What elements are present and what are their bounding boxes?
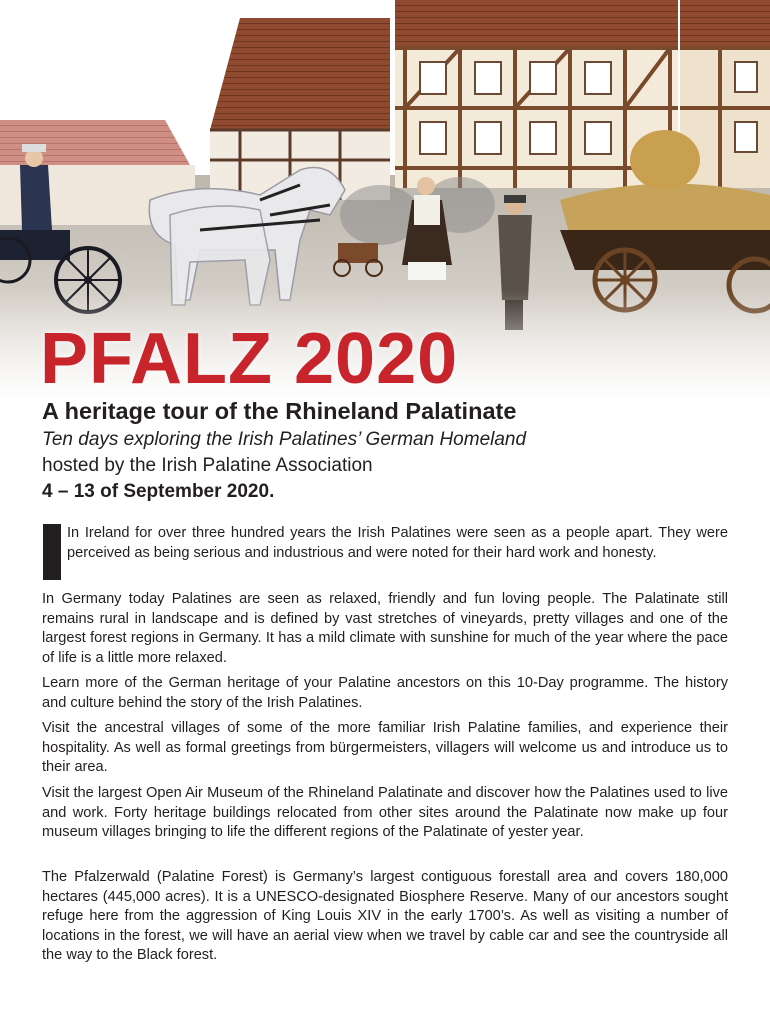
host-line: hosted by the Irish Palatine Association [42, 455, 373, 476]
tagline: Ten days exploring the Irish Palatines’ German Homeland [42, 429, 527, 450]
paragraph-4: Visit the ancestral villages of some of the more familiar Irish Palatine families, and experience their hospitality. As well as formal greetings from bürgermeisters, villagers will welcome us and introduce us to their area. [42, 720, 728, 775]
page-title: PFALZ 2020 [40, 319, 459, 399]
paragraph-3: Learn more of the German heritage of your Palatine ancestors on this 10-Day programme. The history and culture behind the story of the Irish Palatines. [42, 675, 728, 711]
paragraph-2: In Germany today Palatines are seen as relaxed, friendly and fun loving people. The Palatinate still remains rural in landscape and is defined by vast stretches of vineyards, pretty villages and one of the largest forest regions in Germany. It has a mild climate with sunshine for much of the year where the pace of life is a little more relaxed. [42, 591, 728, 666]
subtitle: A heritage tour of the Rhineland Palatinate [42, 398, 517, 424]
paragraph-6: The Pfalzerwald (Palatine Forest) is Germany’s largest contiguous forestall area and covers 180,000 hectares (445,000 acres). It is a UNESCO-designated Biosphere Reserve. Many of our ancestors sought refuge here from the aggression of King Louis XIV in the early 1700’s. As well as visiting a number of locations in the forest, we will have an aerial view when we travel by cable car and see the countryside all the way to the Black forest. [42, 869, 728, 963]
paragraph-1: In Ireland for over three hundred years the Irish Palatines were seen as a people apart. They were perceived as being serious and industrious and were noted for their hard work and honesty. [67, 525, 728, 561]
tour-dates: 4 – 13 of September 2020. [42, 481, 275, 502]
drop-cap [43, 524, 61, 580]
paragraph-5: Visit the largest Open Air Museum of the Rhineland Palatinate and discover how the Palatines used to live and work. Forty heritage buildings relocated from other sites around the Palatinate now make up four museum villages bringing to life the different regions of the Palatinate of yester year. [42, 785, 728, 840]
